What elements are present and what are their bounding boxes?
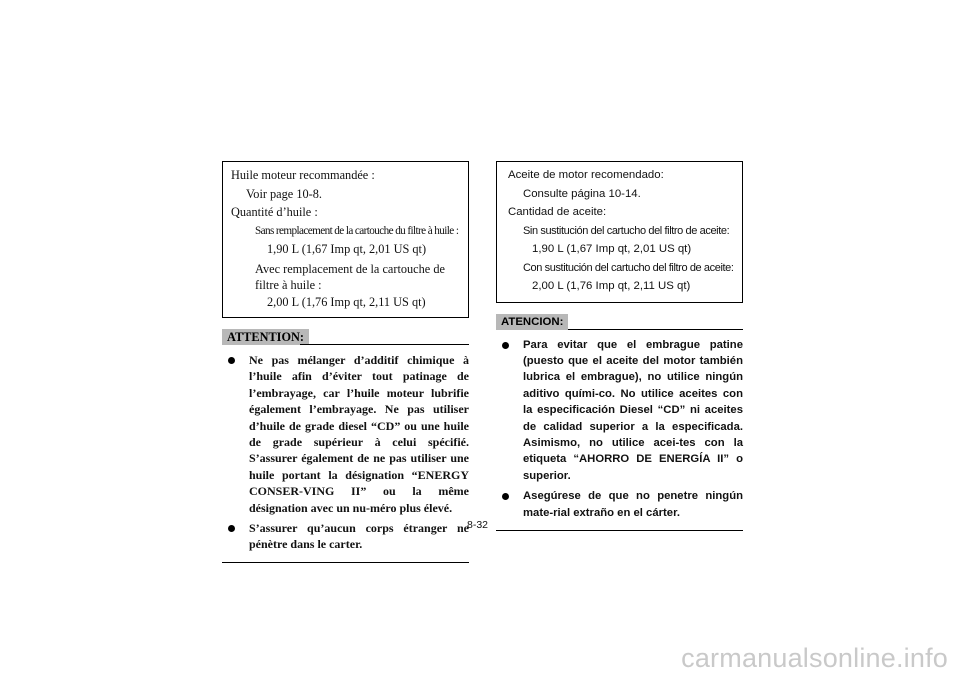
spanish-caution-bottom-rule bbox=[496, 530, 743, 531]
watermark: carmanualsonline.info bbox=[681, 643, 948, 673]
bullet-icon bbox=[502, 493, 509, 500]
recommended-oil-label: Huile moteur recommandée : bbox=[231, 168, 375, 182]
spanish-spec-box bbox=[496, 161, 743, 303]
spanish-caution-list bbox=[496, 337, 743, 521]
with-filter-value: 2,00 L (1,76 Imp qt, 2,11 US qt) bbox=[267, 294, 426, 309]
caution-label: ATENCION: bbox=[496, 314, 568, 330]
with-filter-label: Con sustitución del cartucho del filtro de aceite: bbox=[523, 261, 734, 274]
french-column bbox=[222, 161, 469, 563]
french-spec-box bbox=[222, 161, 469, 318]
caution-item-text: Ne pas mélanger d’additif chimique à l’huile afin d’éviter tout patinage de l’embrayage, car l’huile moteur lubrifie également l’embrayage. Ne pas utiliser d’huile de grade diesel “CD” ou une huile de grade supérieur à celui spécifié. S’assurer également de ne pas utiliser une huile portant la désignation “ENERGY CONSER-VING II” ou la même désignation avec un nu-méro plus élevé. bbox=[249, 353, 469, 515]
bullet-icon bbox=[228, 525, 235, 532]
french-caution-bottom-rule bbox=[222, 562, 469, 563]
caution-item-text: Para evitar que el embrague patine (puesto que el aceite del motor también lubrica el embrague), no utilice ningún aditivo quími-co. No utilice aceites con la especificación Diesel “CD” ni aceites de calidad superior a la especificada. Asimismo, no utilice acei-tes con la etiqueta “AHORRO DE ENERGÍA II” o superior. bbox=[523, 338, 743, 482]
caution-item-text: Asegúrese de que no penetre ningún mate-rial extraño en el cárter. bbox=[523, 490, 743, 519]
oil-quantity-label: Cantidad de aceite: bbox=[508, 206, 607, 218]
caution-item-text: S’assurer qu’aucun corps étranger ne pénètre dans le carter. bbox=[249, 521, 469, 552]
without-filter-value: 1,90 L (1,67 Imp qt, 2,01 US qt) bbox=[532, 243, 692, 255]
without-filter-label: Sans remplacement de la cartouche du filtre à huile : bbox=[255, 224, 459, 237]
without-filter-label: Sin sustitución del cartucho del filtro de aceite: bbox=[523, 224, 730, 237]
bullet-icon bbox=[228, 357, 235, 364]
see-page-reference: Consulte página 10-14. bbox=[523, 187, 641, 200]
spanish-column bbox=[496, 161, 743, 531]
see-page-reference: Voir page 10-8. bbox=[246, 186, 322, 201]
oil-quantity-label: Quantité d’huile : bbox=[231, 205, 318, 219]
without-filter-value: 1,90 L (1,67 Imp qt, 2,01 US qt) bbox=[267, 242, 427, 256]
caution-rule bbox=[568, 329, 743, 330]
caution-label: ATTENTION: bbox=[222, 329, 309, 345]
recommended-oil-label: Aceite de motor recomendado: bbox=[508, 169, 664, 181]
caution-item bbox=[496, 337, 743, 485]
page-number: 8-32 bbox=[467, 519, 489, 531]
with-filter-label: Avec remplacement de la cartouche de filtre à huile : bbox=[255, 261, 445, 292]
spanish-caution-header bbox=[496, 314, 743, 331]
caution-item bbox=[496, 488, 743, 521]
french-caution-list bbox=[222, 352, 469, 553]
french-caution-header bbox=[222, 329, 469, 346]
caution-item bbox=[222, 520, 469, 553]
bullet-icon bbox=[502, 342, 509, 349]
with-filter-value: 2,00 L (1,76 Imp qt, 2,11 US qt) bbox=[532, 280, 691, 292]
caution-item bbox=[222, 352, 469, 516]
caution-rule bbox=[300, 344, 469, 345]
